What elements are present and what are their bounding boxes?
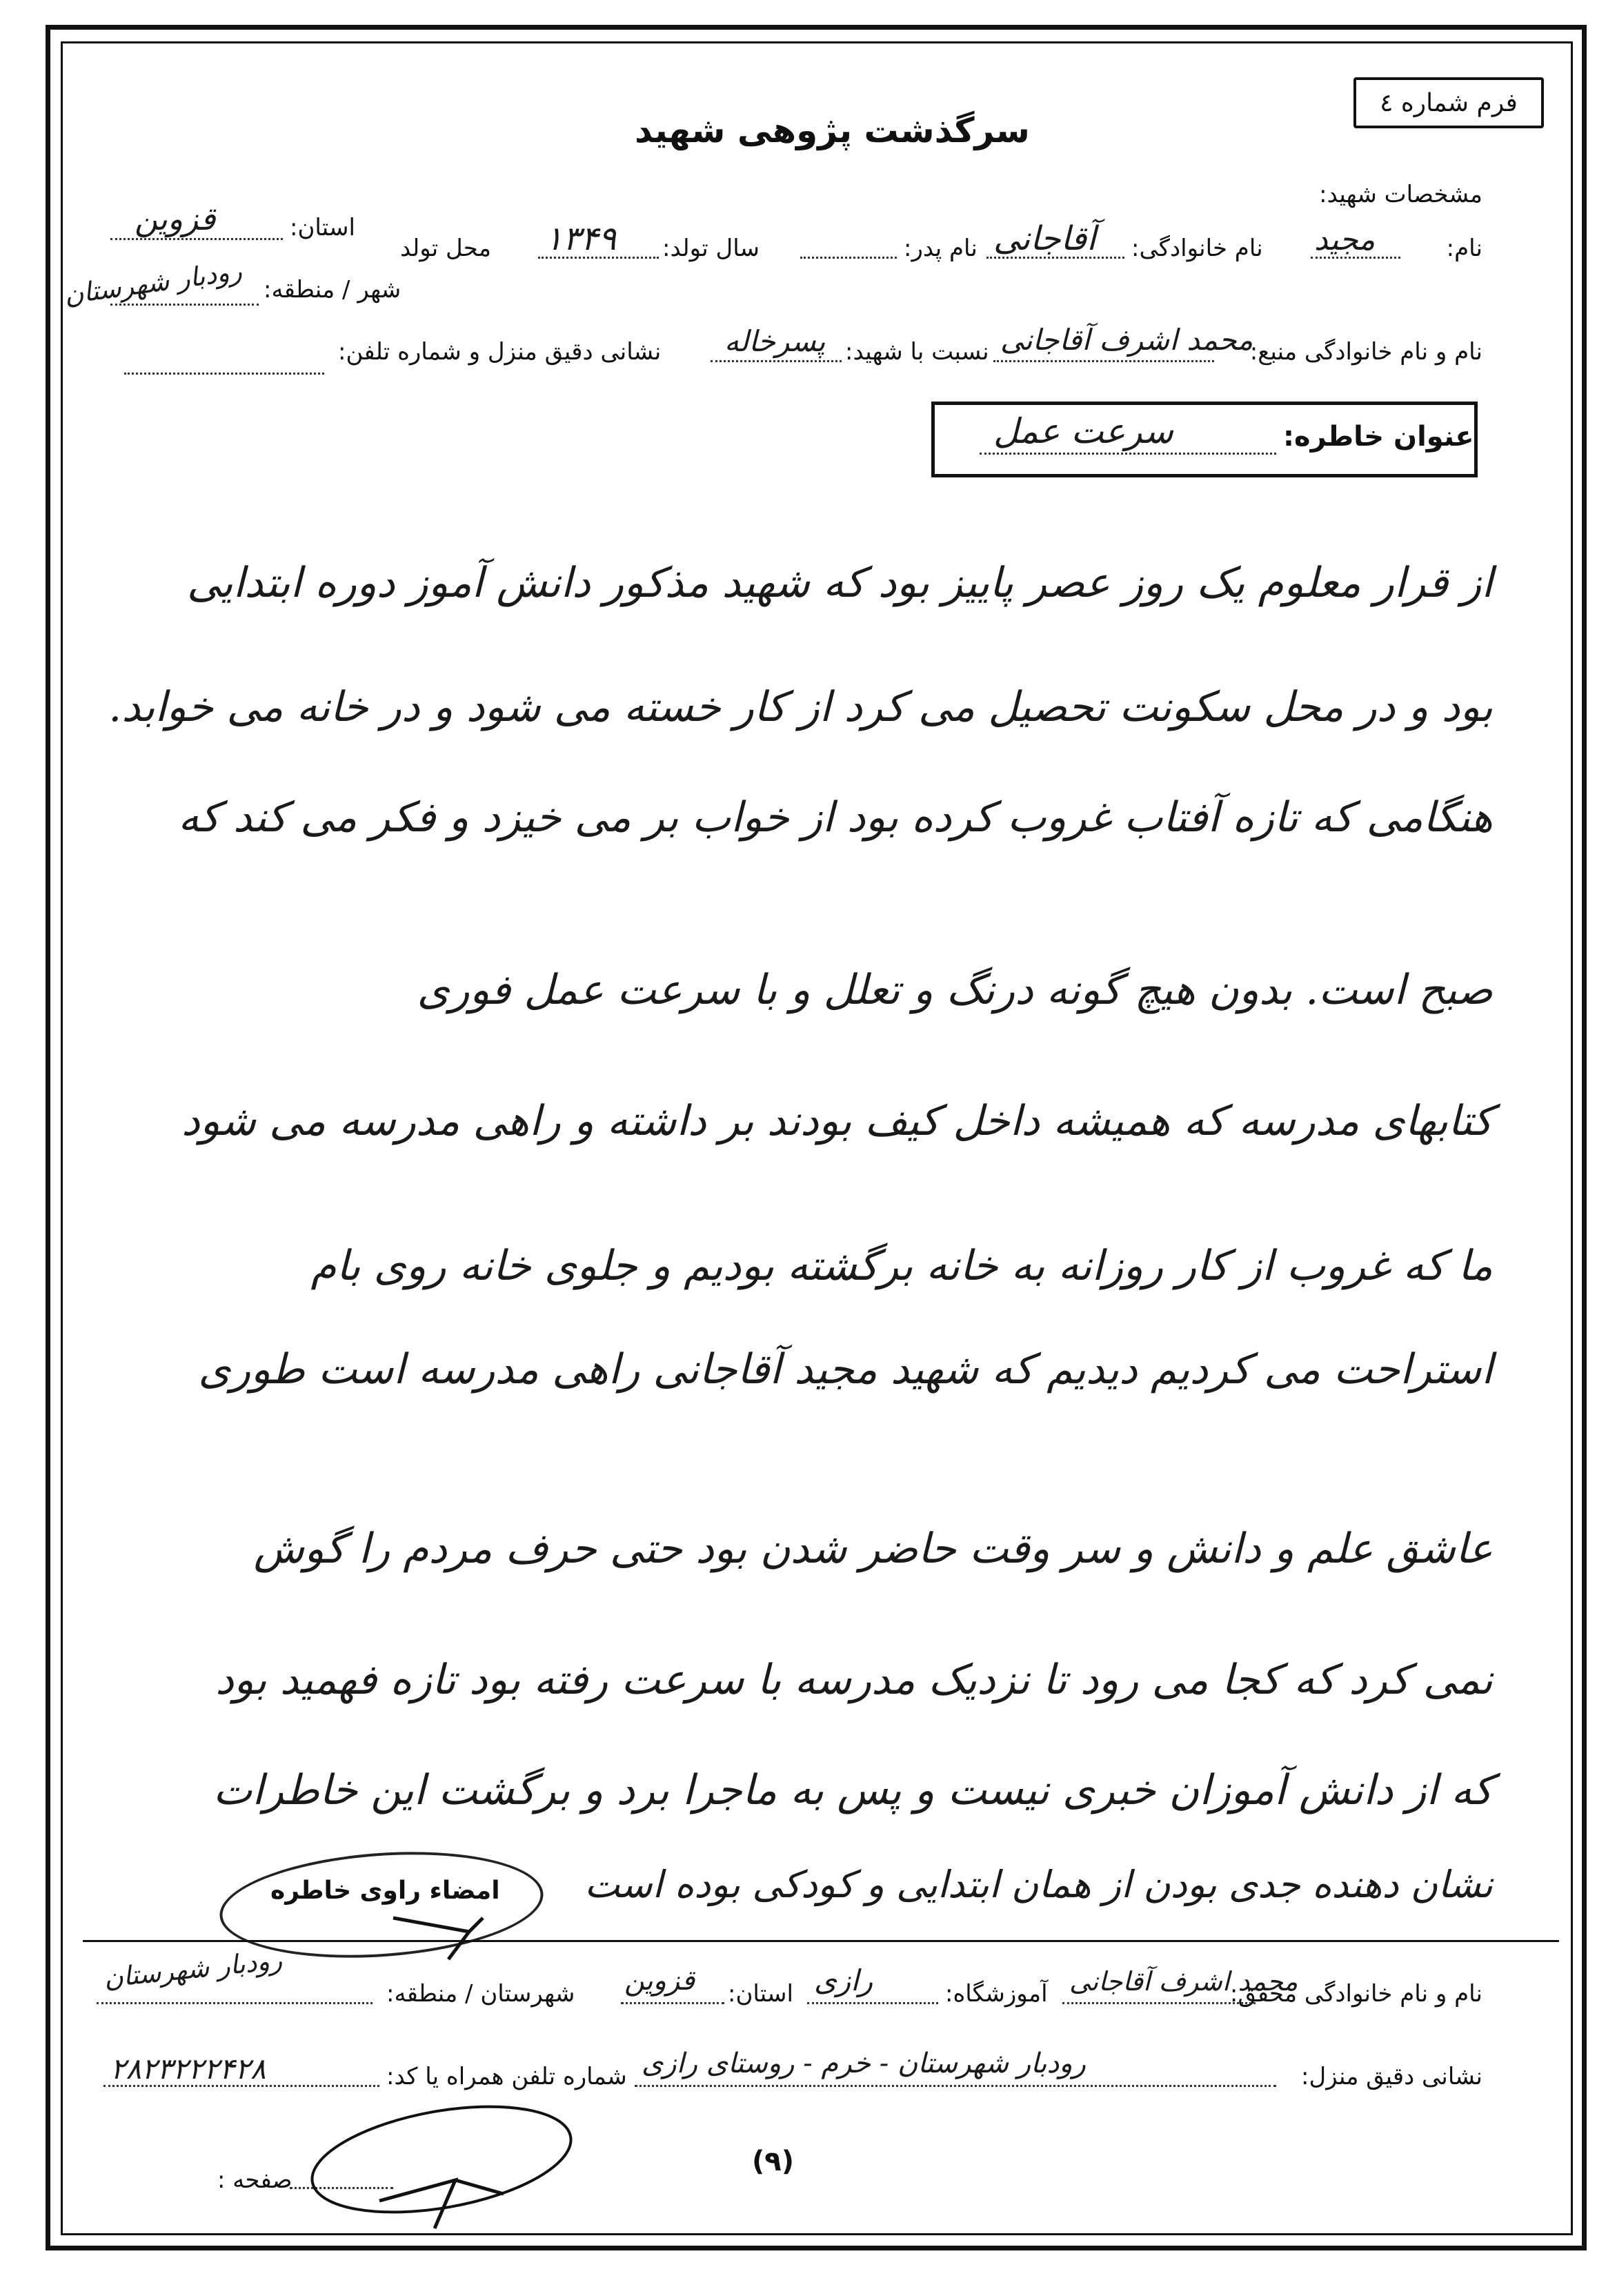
form-number-text: فرم شماره ٤: [1380, 88, 1518, 117]
researcher-school-line: [807, 2002, 938, 2004]
researcher-school-value: رازی: [814, 1963, 873, 1997]
researcher-province-line: [621, 2002, 724, 2004]
martyr-city-line: [110, 304, 259, 306]
page-number: (۹): [752, 2146, 794, 2177]
memory-title-line: [980, 453, 1276, 455]
researcher-county-label: شهرستان / منطقه:: [386, 1980, 575, 2008]
source-relation-value: پسرخاله: [724, 324, 826, 358]
martyr-father-label: نام پدر:: [904, 235, 978, 262]
researcher-address-label: نشانی دقیق منزل:: [1301, 2063, 1482, 2090]
source-relation-label: نسبت با شهید:: [845, 338, 989, 366]
memory-line: کتابهای مدرسه که همیشه داخل کیف بودند بر داشته و راهی مدرسه می شود: [181, 1097, 1493, 1145]
narrator-signature-label: امضاء راوی خاطره: [270, 1877, 500, 1905]
martyr-city-label: شهر / منطقه:: [264, 276, 401, 304]
researcher-province-label: استان:: [728, 1980, 793, 2008]
martyr-family-value: آقاجانی: [993, 219, 1096, 258]
memory-line: نمی کرد که کجا می رود تا نزدیک مدرسه با سرعت رفته بود تازه فهمید بود: [215, 1656, 1493, 1704]
page-title: سرگذشت پژوهی شهید: [635, 110, 1030, 150]
researcher-signature-mark: [297, 2097, 586, 2242]
martyr-section-label: مشخصات شهید:: [1319, 181, 1482, 208]
martyr-name-value: مجید: [1314, 222, 1376, 257]
source-relation-line: [711, 360, 842, 362]
source-address-line: [124, 373, 324, 375]
source-name-label: نام و نام خانوادگی منبع:: [1249, 338, 1482, 366]
memory-line: که از دانش آموزان خبری نیست و پس به ماجرا برد و برگشت این خاطرات: [212, 1766, 1493, 1814]
researcher-school-label: آموزشگاه:: [945, 1980, 1048, 2008]
memory-line: ما که غروب از کار روزانه به خانه برگشته بودیم و جلوی خانه روی بام: [310, 1242, 1493, 1290]
researcher-province-value: قزوین: [624, 1965, 695, 1997]
researcher-county-line: [97, 2002, 373, 2004]
memory-title-value: سرعت عمل: [993, 411, 1173, 451]
section-divider: [83, 1940, 1559, 1942]
martyr-province-label: استان:: [290, 214, 355, 241]
memory-line: از قرار معلوم یک روز عصر پاییز بود که شهید مذکور دانش آموز دوره ابتدایی: [187, 559, 1493, 607]
memory-line: استراحت می کردیم دیدیم که شهید مجید آقاجانی راهی مدرسه است طوری: [198, 1345, 1493, 1394]
researcher-name-label: نام و نام خانوادگی محقق:: [1229, 1980, 1482, 2008]
memory-title-label: عنوان خاطره:: [1283, 421, 1474, 453]
martyr-birth-year-value: ۱۳۴۹: [545, 219, 617, 258]
martyr-birth-year-label: سال تولد:: [662, 235, 760, 262]
researcher-address-value: رودبار شهرستان - خرم - روستای رازی: [642, 2048, 1086, 2079]
memory-line: عاشق علم و دانش و سر وقت حاضر شدن بود حتی حرف مردم را گوش: [253, 1525, 1493, 1573]
memory-line: نشان دهنده جدی بودن از همان ابتدایی و کودکی بوده است: [584, 1863, 1493, 1906]
memory-line: بود و در محل سکونت تحصیل می کرد از کار خسته می شود و در خانه می خوابد.: [108, 683, 1493, 731]
memory-line: هنگامی که تازه آفتاب غروب کرده بود از خواب بر می خیزد و فکر می کند که: [178, 793, 1493, 842]
researcher-phone-label: شماره تلفن همراه یا کد:: [386, 2063, 627, 2090]
source-address-label: نشانی دقیق منزل و شماره تلفن:: [338, 338, 662, 366]
researcher-name-value: محمد اشرف آقاجانی: [1069, 1966, 1298, 1997]
martyr-father-line: [800, 257, 897, 259]
martyr-province-line: [110, 238, 283, 240]
page-label: صفحه :: [217, 2166, 292, 2194]
researcher-name-line: [1062, 2002, 1256, 2004]
martyr-province-value: قزوین: [135, 200, 216, 237]
martyr-city-value: رودبار شهرستان: [62, 255, 244, 310]
form-number-badge: [1353, 77, 1544, 128]
researcher-address-line: [635, 2085, 1276, 2087]
source-name-line: [993, 360, 1214, 362]
martyr-name-label: نام:: [1446, 235, 1482, 262]
researcher-county-value: رودبار شهرستان: [102, 1944, 284, 1994]
source-name-value: محمد اشرف آقاجانی: [1000, 323, 1253, 357]
martyr-birthplace-label: محل تولد: [400, 235, 491, 262]
memory-line: صبح است. بدون هیچ گونه درنگ و تعلل و با سرعت عمل فوری: [417, 966, 1493, 1014]
martyr-family-label: نام خانوادگی:: [1131, 235, 1263, 262]
researcher-phone-value: ۲۸۲۳۲۲۲۴۲۸: [110, 2052, 266, 2086]
narrator-signature-mark: [386, 1904, 538, 1973]
